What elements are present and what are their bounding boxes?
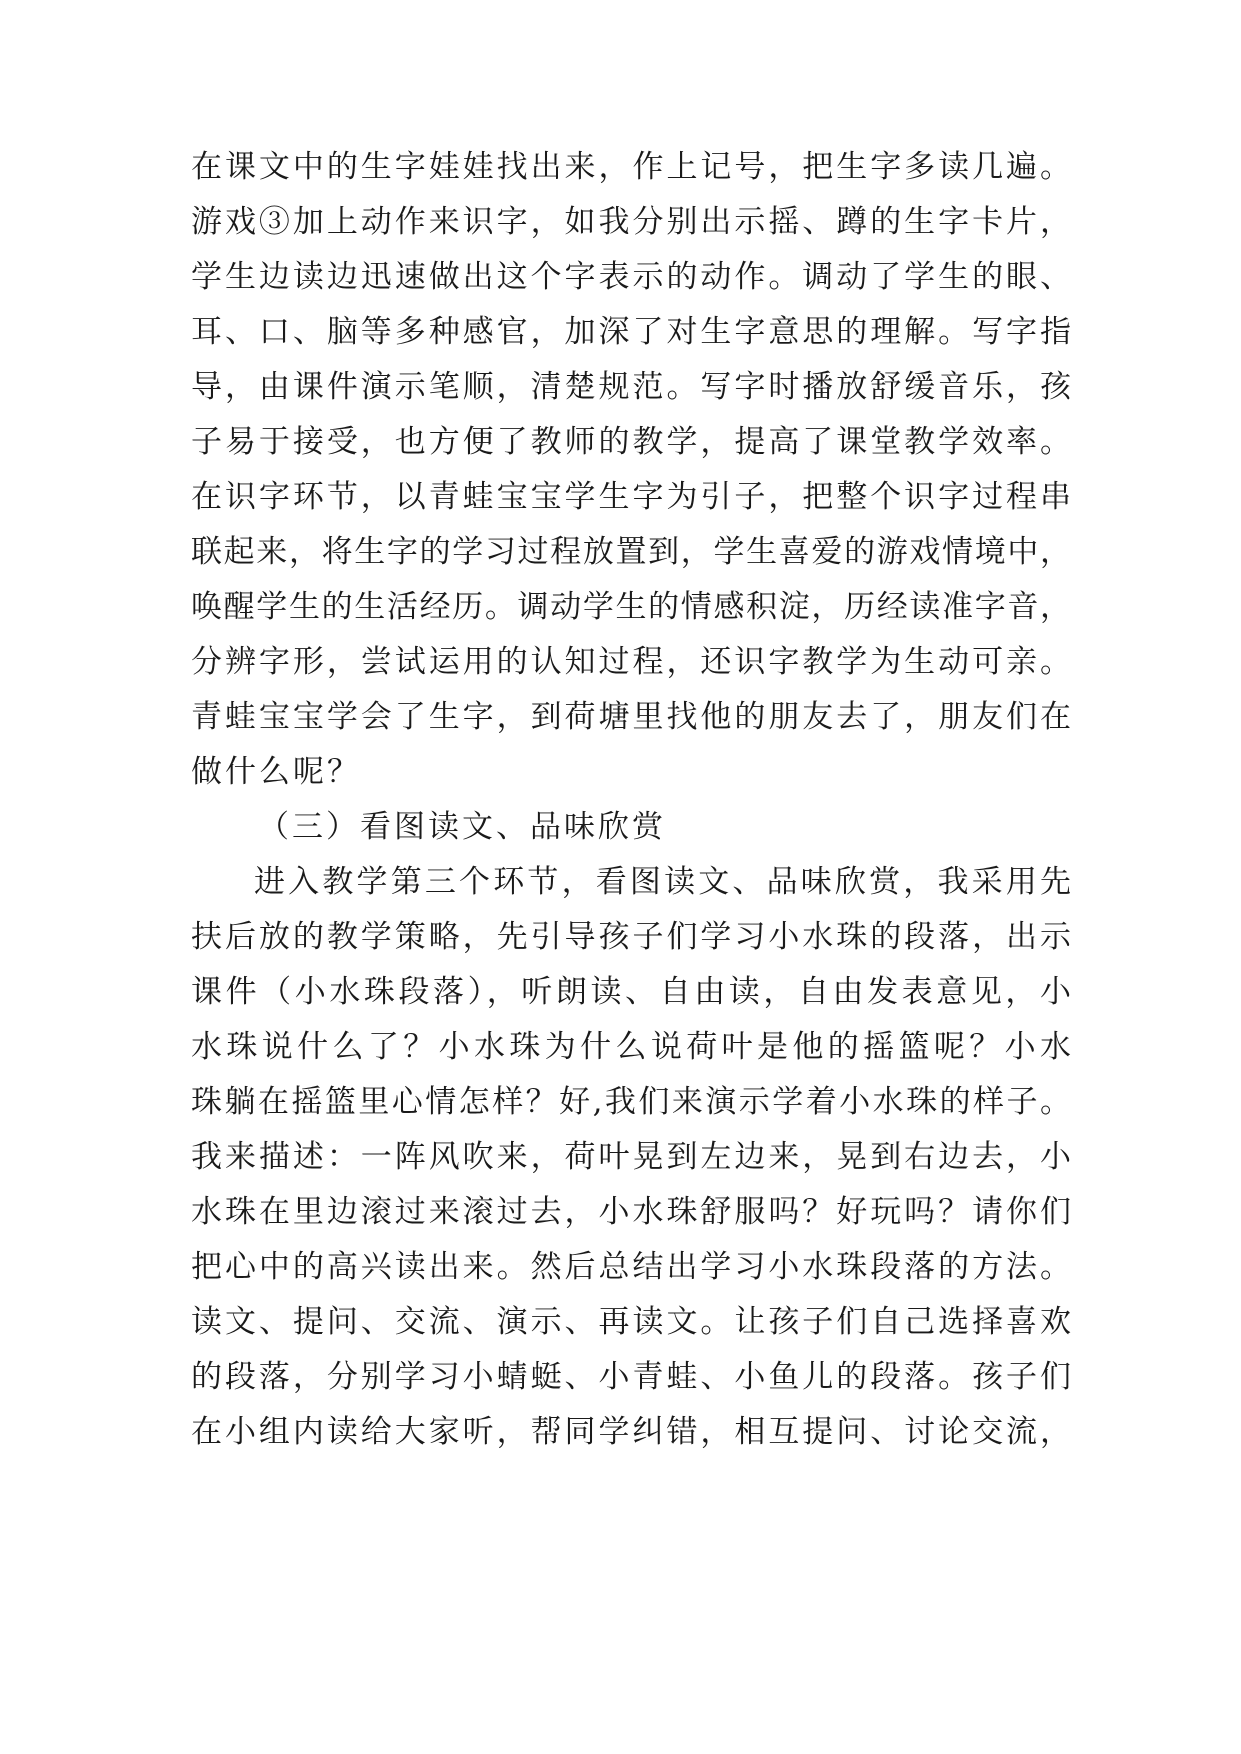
text-line: 读文、提问、交流、演示、再读文。让孩子们自己选择喜欢 [191,1304,1071,1340]
text-line: 扶后放的教学策略，先引导孩子们学习小水珠的段落，出示 [191,919,1071,955]
section-heading: （三）看图读文、品味欣赏 [258,809,666,845]
text-line: 在小组内读给大家听，帮同学纠错，相互提问、讨论交流， [191,1414,1071,1450]
text-line: 进入教学第三个环节，看图读文、品味欣赏，我采用先 [254,864,1071,900]
text-line: 子易于接受，也方便了教师的教学，提高了课堂教学效率。 [191,424,1071,460]
text-line: 水珠说什么了？小水珠为什么说荷叶是他的摇篮呢？小水 [191,1029,1071,1065]
text-line: 做什么呢？ [191,754,361,790]
text-line: 唤醒学生的生活经历。调动学生的情感积淀，历经读准字音， [191,589,1071,625]
text-line: 分辨字形，尝试运用的认知过程，还识字教学为生动可亲。 [191,644,1071,680]
text-line: 我来描述：一阵风吹来，荷叶晃到左边来，晃到右边去，小 [191,1139,1071,1175]
text-line: 游戏③加上动作来识字，如我分别出示摇、蹲的生字卡片， [191,204,1071,240]
text-line: 课件（小水珠段落），听朗读、自由读，自由发表意见，小 [191,974,1071,1010]
text-line: 水珠在里边滚过来滚过去，小水珠舒服吗？好玩吗？请你们 [191,1194,1071,1230]
text-line: 在课文中的生字娃娃找出来，作上记号，把生字多读几遍。 [191,149,1071,185]
text-line: 把心中的高兴读出来。然后总结出学习小水珠段落的方法。 [191,1249,1071,1285]
text-line: 青蛙宝宝学会了生字，到荷塘里找他的朋友去了，朋友们在 [191,699,1071,735]
text-line: 耳、口、脑等多种感官，加深了对生字意思的理解。写字指 [191,314,1071,350]
text-line: 珠躺在摇篮里心情怎样？好,我们来演示学着小水珠的样子。 [191,1084,1071,1120]
text-line: 在识字环节，以青蛙宝宝学生字为引子，把整个识字过程串 [191,479,1071,515]
text-line: 的段落，分别学习小蜻蜓、小青蛙、小鱼儿的段落。孩子们 [191,1359,1071,1395]
text-line: 学生边读边迅速做出这个字表示的动作。调动了学生的眼、 [191,259,1071,295]
text-line: 导，由课件演示笔顺，清楚规范。写字时播放舒缓音乐，孩 [191,369,1071,405]
text-line: 联起来，将生字的学习过程放置到，学生喜爱的游戏情境中， [191,534,1071,570]
